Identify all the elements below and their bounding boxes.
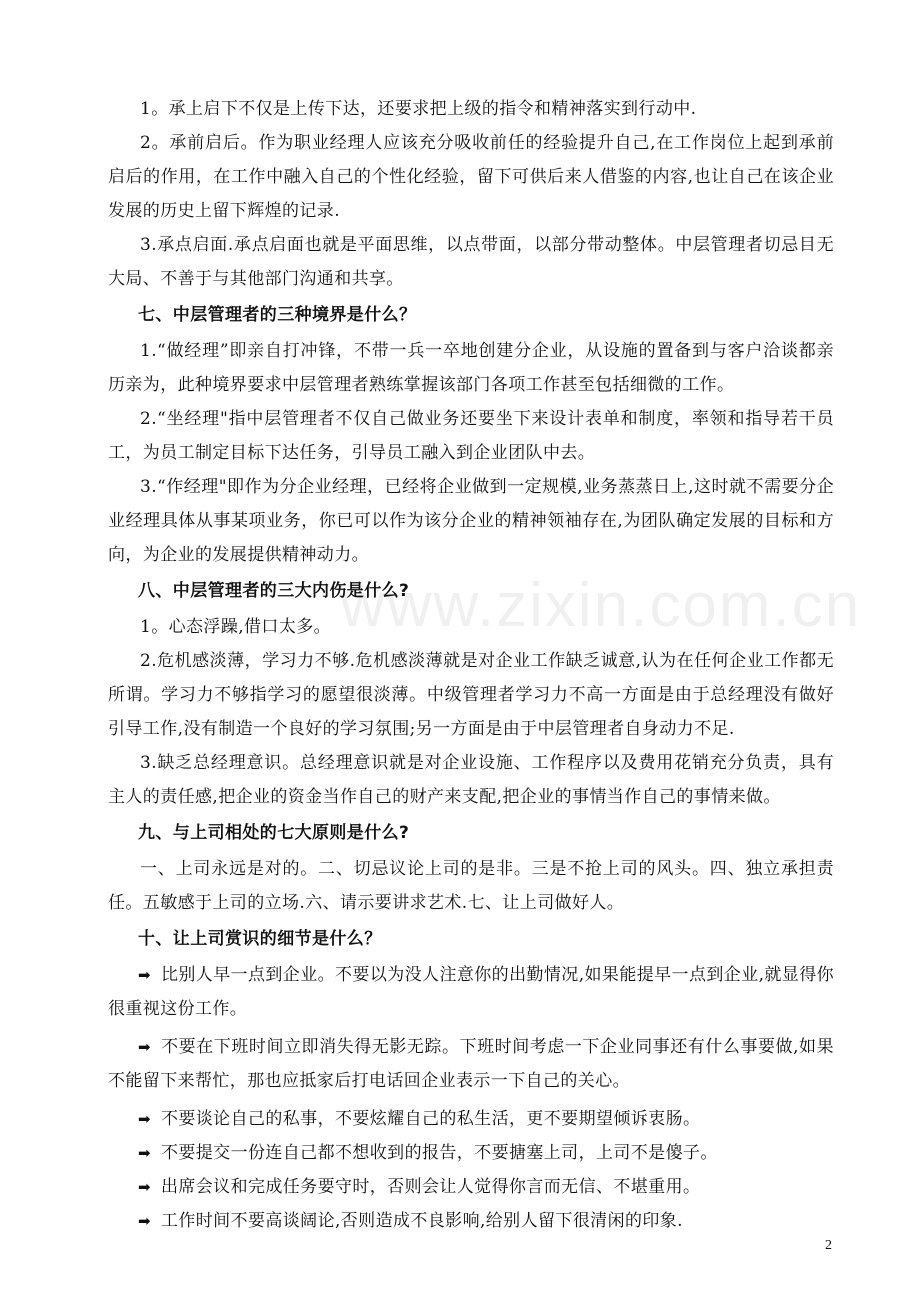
bullet-item bbox=[108, 1204, 834, 1238]
arrow-right-icon: ➡ bbox=[138, 1038, 151, 1056]
paragraph: 2.“坐经理"指中层管理者不仅自己做业务还要坐下来设计表单和制度，率领和指导若干员工，为员工制定目标下达任务，引导员工融入到企业团队中去。 bbox=[108, 409, 834, 463]
arrow-right-icon: ➡ bbox=[138, 1178, 151, 1196]
paragraph: 2。承前启后。作为职业经理人应该充分吸收前任的经验提升自己,在工作岗位上起到承前启后的作用，在工作中融入自己的个性化经验，留下可供后来人借鉴的内容,也让自己在该企业发展的历史上留下辉煌的记录. bbox=[108, 133, 834, 221]
bullet-text: 不要谈论自己的私事，不要炫耀自己的私生活，更不要期望倾诉衷肠。 bbox=[160, 1109, 701, 1129]
bullet-item bbox=[108, 958, 834, 1026]
bullet-text: 不要在下班时间立即消失得无影无踪。下班时间考虑一下企业同事还有什么事要做,如果不能留下来帮忙，那也应抵家后打电话回企业表示一下自己的关心。 bbox=[108, 1037, 834, 1091]
section-heading: 八、中层管理者的三大内伤是什么? bbox=[138, 581, 410, 601]
paragraph: 1。承上启下不仅是上传下达，还要求把上级的指令和精神落实到行动中. bbox=[140, 99, 697, 119]
page-number: 2 bbox=[825, 1238, 832, 1253]
paragraph: 3.承点启面.承点启面也就是平面思维，以点带面，以部分带动整体。中层管理者切忌目无大局、不善于与其他部门沟通和共享。 bbox=[108, 235, 834, 289]
arrow-right-icon: ➡ bbox=[138, 966, 151, 984]
arrow-right-icon: ➡ bbox=[138, 1110, 151, 1128]
document-body bbox=[108, 92, 834, 1238]
bullet-text: 工作时间不要高谈阔论,否则造成不良影响,给别人留下很清闲的印象. bbox=[160, 1211, 683, 1231]
bullet-text: 不要提交一份连自己都不想收到的报告，不要搪塞上司，上司不是傻子。 bbox=[160, 1143, 718, 1163]
paragraph: 2.危机感淡薄，学习力不够.危机感淡薄就是对企业工作缺乏诚意,认为在任何企业工作都无所谓。学习力不够指学习的愿望很淡薄。中级管理者学习力不高一方面是由于总经理没有做好引导工作,没有制造一个良好的学习氛围;另一方面是由于中层管理者自身动力不足. bbox=[108, 651, 834, 739]
watermark: www.zixin.com.cn bbox=[340, 571, 862, 640]
bullet-item bbox=[108, 1136, 834, 1170]
paragraph: 一、上司永远是对的。二、切忌议论上司的是非。三是不抢上司的风头。四、独立承担责任。五敏感于上司的立场.六、请示要讲求艺术.七、让上司做好人。 bbox=[108, 859, 834, 913]
section-heading: 九、与上司相处的七大原则是什么? bbox=[138, 823, 410, 843]
arrow-right-icon: ➡ bbox=[138, 1212, 151, 1230]
bullet-item bbox=[108, 1170, 834, 1204]
bullet-item bbox=[108, 1030, 834, 1098]
bullet-item bbox=[108, 1102, 834, 1136]
section-heading: 十、让上司赏识的细节是什么？ bbox=[138, 929, 382, 949]
paragraph: 1.“做经理”即亲自打冲锋，不带一兵一卒地创建分企业，从设施的置备到与客户洽谈都亲历亲为，此种境界要求中层管理者熟练掌握该部门各项工作甚至包括细微的工作。 bbox=[108, 341, 834, 395]
bullet-text: 比别人早一点到企业。不要以为没人注意你的出勤情况,如果能提早一点到企业,就显得你很重视这份工作。 bbox=[108, 965, 834, 1019]
section-heading: 七、中层管理者的三种境界是什么？ bbox=[138, 305, 417, 325]
arrow-right-icon: ➡ bbox=[138, 1144, 151, 1162]
paragraph: 3.缺乏总经理意识。总经理意识就是对企业设施、工作程序以及费用花销充分负责，具有主人的责任感,把企业的资金当作自己的财产来支配,把企业的事情当作自己的事情来做。 bbox=[108, 753, 834, 807]
paragraph: 1。心态浮躁,借口太多。 bbox=[140, 617, 332, 637]
paragraph: 3.“作经理"即作为分企业经理，已经将企业做到一定规模,业务蒸蒸日上,这时就不需要分企业经理具体从事某项业务，你已可以作为该分企业的精神领袖存在,为团队确定发展的目标和方向，为企业的发展提供精神动力。 bbox=[108, 477, 834, 565]
bullet-text: 出席会议和完成任务要守时，否则会让人觉得你言而无信、不堪重用。 bbox=[160, 1177, 701, 1197]
